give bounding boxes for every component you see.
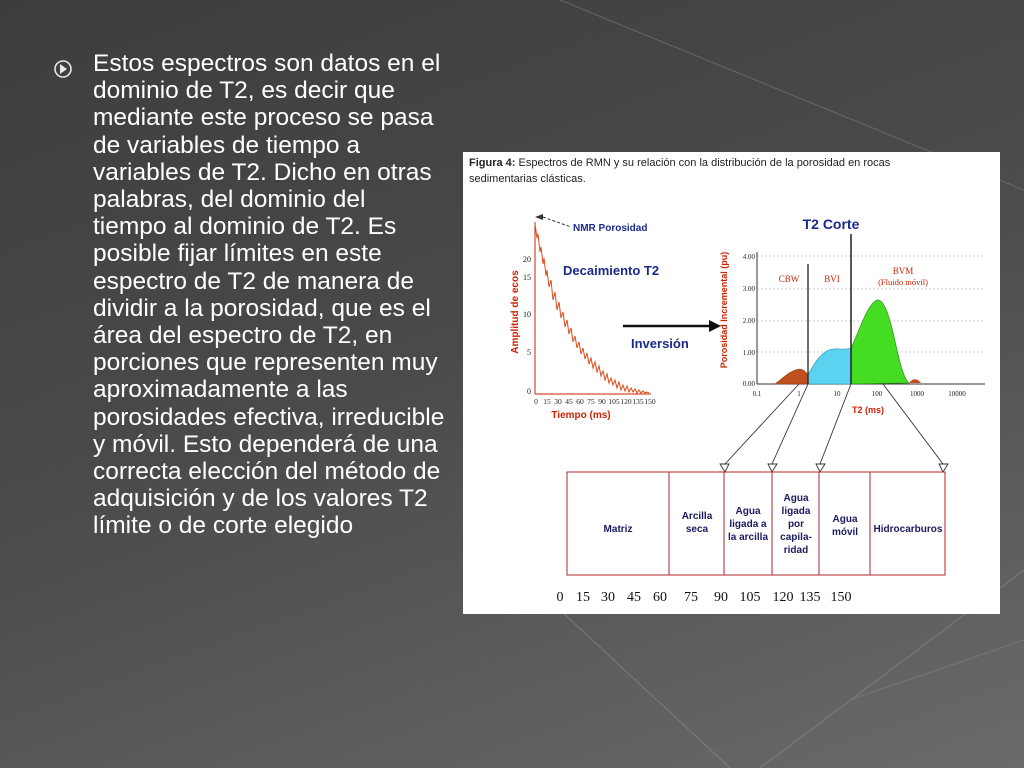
t2-y-ticks bbox=[743, 253, 756, 388]
t2-xtick-3: 100 bbox=[871, 390, 883, 398]
t2-ytick-4: 4.00 bbox=[742, 253, 755, 261]
decay-x-ticks bbox=[534, 397, 656, 406]
decay-xtick-0: 0 bbox=[534, 397, 538, 406]
cell-agua-movil bbox=[832, 514, 858, 538]
decay-xtick-7: 105 bbox=[608, 397, 620, 406]
scale-135: 135 bbox=[799, 590, 821, 605]
connector-arrow-heads bbox=[720, 464, 948, 472]
decay-nmr-label: NMR Porosidad bbox=[573, 223, 648, 234]
decay-title: Decaimiento T2 bbox=[563, 263, 660, 278]
decay-xlabel: Tiempo (ms) bbox=[551, 410, 611, 421]
nmr-arrow-head bbox=[535, 214, 543, 220]
tail-area bbox=[909, 379, 921, 383]
cell-agua-ligada-arcilla-l2: ligada a bbox=[729, 519, 767, 530]
decay-curve bbox=[535, 224, 649, 393]
decay-ytick-0: 0 bbox=[527, 387, 531, 396]
nmr-arrow-line bbox=[543, 217, 571, 227]
inversion-label: Inversión bbox=[631, 336, 689, 351]
decay-ytick-4: 20 bbox=[523, 255, 531, 264]
figure-svg bbox=[463, 152, 1000, 614]
cell-hidrocarburos: Hidrocarburos bbox=[873, 524, 943, 535]
region-cbw: CBW bbox=[778, 274, 800, 284]
scale-15: 15 bbox=[576, 590, 590, 605]
t2-ytick-1: 1.00 bbox=[742, 349, 755, 357]
cell-arcilla-seca bbox=[682, 511, 713, 535]
region-bvm-sub: (Fluido móvil) bbox=[878, 277, 928, 287]
t2-xlabel: T2 (ms) bbox=[851, 405, 885, 415]
figure-caption bbox=[469, 157, 891, 169]
scale-0: 0 bbox=[556, 590, 564, 605]
cell-agua-capilaridad-l4: capila- bbox=[780, 532, 812, 543]
decay-xtick-10: 150 bbox=[644, 397, 656, 406]
t2-x-ticks bbox=[753, 390, 967, 398]
decay-ytick-2: 10 bbox=[523, 310, 531, 319]
decay-xtick-1: 15 bbox=[543, 397, 551, 406]
decay-xtick-8: 120 bbox=[620, 397, 632, 406]
cell-agua-ligada-arcilla-l1: Agua bbox=[735, 506, 761, 517]
region-bvm: BVM bbox=[892, 266, 914, 276]
cell-arcilla-seca-l2: seca bbox=[685, 524, 709, 535]
cell-agua-capilaridad-l2: ligada bbox=[781, 506, 811, 517]
caption-line2: sedimentarias clásticas. bbox=[469, 173, 586, 185]
scale-120: 120 bbox=[772, 590, 794, 605]
decay-ytick-3: 15 bbox=[523, 273, 531, 282]
cell-agua-movil-l1: Agua bbox=[832, 514, 858, 525]
cell-agua-capilaridad-l3: por bbox=[787, 519, 805, 530]
t2-xtick-2: 10 bbox=[833, 390, 841, 398]
decay-xtick-2: 30 bbox=[554, 397, 562, 406]
bvm-area bbox=[851, 300, 909, 384]
t2-xtick-0: 0.1 bbox=[752, 390, 762, 398]
scale-90: 90 bbox=[714, 590, 728, 605]
t2-title: T2 Corte bbox=[802, 216, 860, 232]
t2-ytick-2: 2.00 bbox=[742, 317, 755, 325]
caption-line1: Espectros de RMN y su relación con la distribución de la porosidad en rocas bbox=[515, 157, 891, 169]
cell-arcilla-seca-l1: Arcilla bbox=[681, 511, 713, 522]
scale-150: 150 bbox=[830, 590, 852, 605]
figure-image bbox=[463, 152, 1000, 614]
cell-agua-ligada-arcilla bbox=[728, 506, 768, 543]
cell-matriz: Matriz bbox=[603, 524, 633, 535]
t2-ylabel: Porosidad Incremental (pu) bbox=[719, 251, 729, 369]
decay-ytick-1: 5 bbox=[527, 348, 531, 357]
decay-xtick-6: 90 bbox=[598, 397, 606, 406]
cell-agua-capilaridad-l1: Agua bbox=[783, 493, 809, 504]
decay-xtick-4: 60 bbox=[576, 397, 584, 406]
cbw-area bbox=[775, 369, 808, 384]
cell-agua-movil-l2: móvil bbox=[831, 527, 859, 538]
region-bvi: BVI bbox=[824, 274, 840, 284]
t2-xtick-4: 1000 bbox=[910, 390, 924, 398]
scale-60: 60 bbox=[653, 590, 667, 605]
bullet-icon bbox=[52, 58, 74, 80]
cell-agua-capilaridad-l5: ridad bbox=[783, 545, 809, 556]
scale-numbers bbox=[557, 590, 852, 605]
decay-y-ticks bbox=[523, 255, 531, 396]
t2-ytick-3: 3.00 bbox=[742, 285, 755, 293]
caption-bold: Figura 4: bbox=[469, 157, 516, 169]
scale-30: 30 bbox=[601, 590, 615, 605]
t2-xtick-5: 10000 bbox=[948, 390, 966, 398]
scale-45: 45 bbox=[627, 590, 641, 605]
decay-ylabel: Amplitud de ecos bbox=[510, 270, 521, 354]
decay-xtick-5: 75 bbox=[587, 397, 595, 406]
t2-xtick-1: 1 bbox=[797, 390, 801, 398]
decay-xtick-3: 45 bbox=[565, 397, 573, 406]
bullet-text: Estos espectros son datos en el dominio de T2, es decir que mediante este proceso se pasa de variables de tiempo a variables de T2. Dicho en otras palabras, del dominio del tiempo al dominio de T2. Es posible fijar límites en este espectro de T2 de manera de dividir a la porosidad, que es el área del espectro de T2, en porciones que representen muy aproximadamente a las porosidades efectiva, irreducible y móvil. Esto dependerá de una correcta elección del método de adquisición y de los valores T2 límite o de corte elegido bbox=[93, 50, 445, 540]
bvi-area bbox=[808, 348, 851, 384]
cell-agua-capilaridad bbox=[780, 493, 812, 556]
decay-xtick-9: 135 bbox=[632, 397, 644, 406]
cell-agua-ligada-arcilla-l3: la arcilla bbox=[727, 532, 769, 543]
scale-105: 105 bbox=[739, 590, 761, 605]
t2-ytick-0: 0.00 bbox=[742, 380, 755, 388]
scale-75: 75 bbox=[684, 590, 698, 605]
